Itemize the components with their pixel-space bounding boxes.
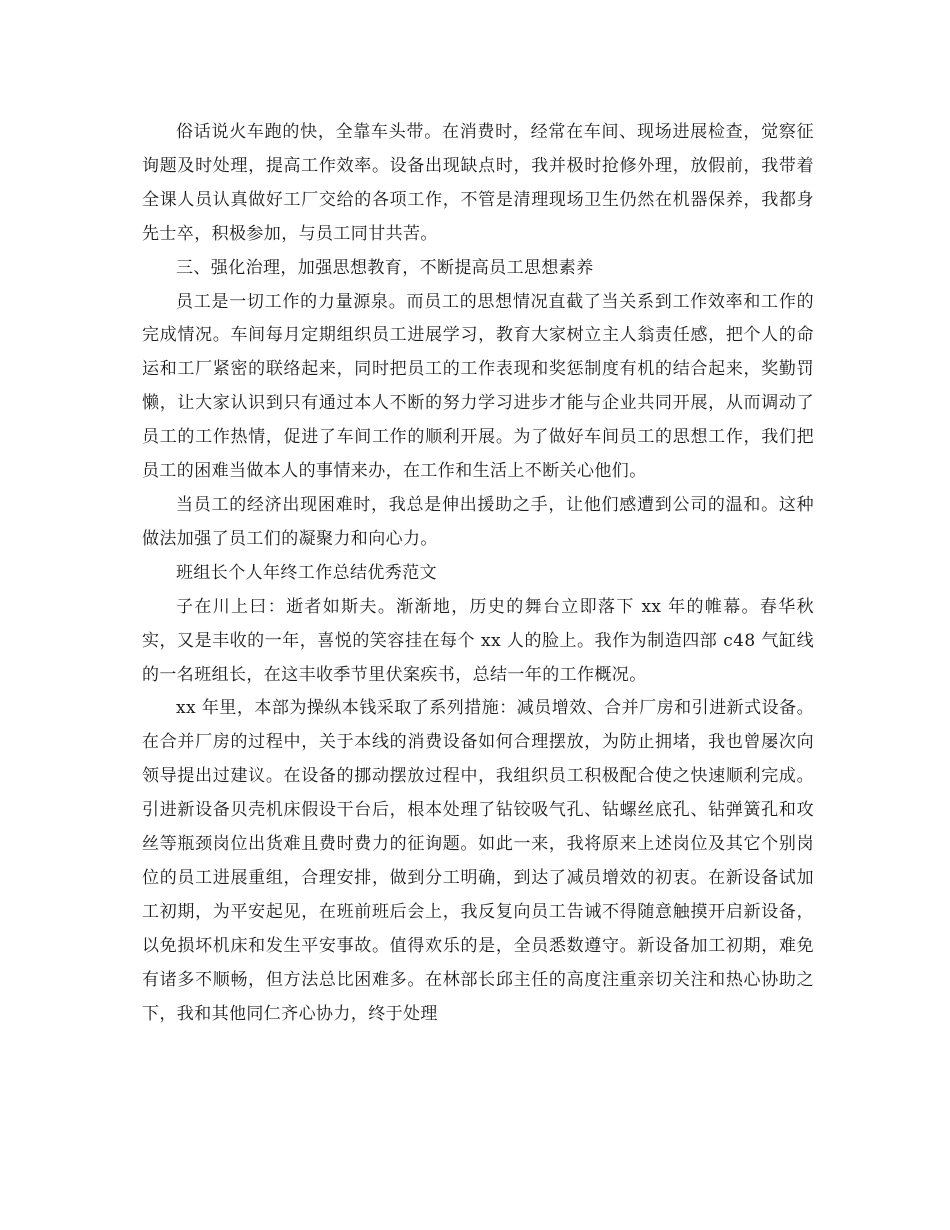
- document-body: [142, 116, 814, 1031]
- paragraph-5: xx 年里，本部为操纵本钱采取了系列措施：减员增效、合并厂房和引进新式设备。在合并厂房的过程中，关于本线的消费设备如何合理摆放，为防止拥堵，我也曾屡次向领导提出过建议。在设备的挪动摆放过程中，我组织员工积极配合使之快速顺利完成。引进新设备贝壳机床假设干台后，根本处理了钻铰吸气孔、钻螺丝底孔、钻弹簧孔和攻丝等瓶颈岗位出货难且费时费力的征询题。如此一来，我将原来上述岗位及其它个别岗位的员工进展重组，合理安排，做到分工明确，到达了减员增效的初衷。在新设备试加工初期，为平安起见，在班前班后会上，我反复向员工告诫不得随意触摸开启新设备，以免损坏机床和发生平安事故。值得欢乐的是，全员悉数遵守。新设备加工初期，难免有诸多不顺畅，但方法总比困难多。在林部长邱主任的高度注重亲切关注和热心协助之下，我和其他同仁齐心协力，终于处理: [142, 698, 814, 1024]
- paragraph-3: 当员工的经济出现困难时，我总是伸出援助之手，让他们感遭到公司的温和。这种做法加强了员工们的凝聚力和向心力。: [142, 494, 814, 549]
- paragraph-1: 俗话说火车跑的快，全靠车头带。在消费时，经常在车间、现场进展检查，觉察征询题及时处理，提高工作效率。设备出现缺点时，我并极时抢修外理，放假前，我带着全课人员认真做好工厂交给的各项工作，不管是清理现场卫生仍然在机器保养，我都身先士卒，积极参加，与员工同甘共苦。: [142, 122, 814, 244]
- paragraph-4: 子在川上曰：逝者如斯夫。渐渐地，历史的舞台立即落下 xx 年的帷幕。春华秋实，又是丰收的一年，喜悦的笑容挂在每个 xx 人的脸上。我作为制造四部 c48 气缸线的一名班组长，在这丰收季节里伏案疾书，总结一年的工作概况。: [142, 596, 814, 685]
- section-heading-3: 三、强化治理，加强思想教育，不断提高员工思想素养: [176, 257, 594, 278]
- article-title: 班组长个人年终工作总结优秀范文: [176, 562, 437, 583]
- paragraph-2: 员工是一切工作的力量源泉。而员工的思想情况直截了当关系到工作效率和工作的完成情况。车间每月定期组织员工进展学习，教育大家树立主人翁责任感，把个人的命运和工厂紧密的联络起来，同时把员工的工作表现和奖惩制度有机的结合起来，奖勤罚懒，让大家认识到只有通过本人不断的努力学习进步才能与企业共同开展，从而调动了员工的工作热情，促进了车间工作的顺利开展。为了做好车间员工的思想工作，我们把员工的困难当做本人的事情来办，在工作和生活上不断关心他们。: [142, 291, 814, 482]
